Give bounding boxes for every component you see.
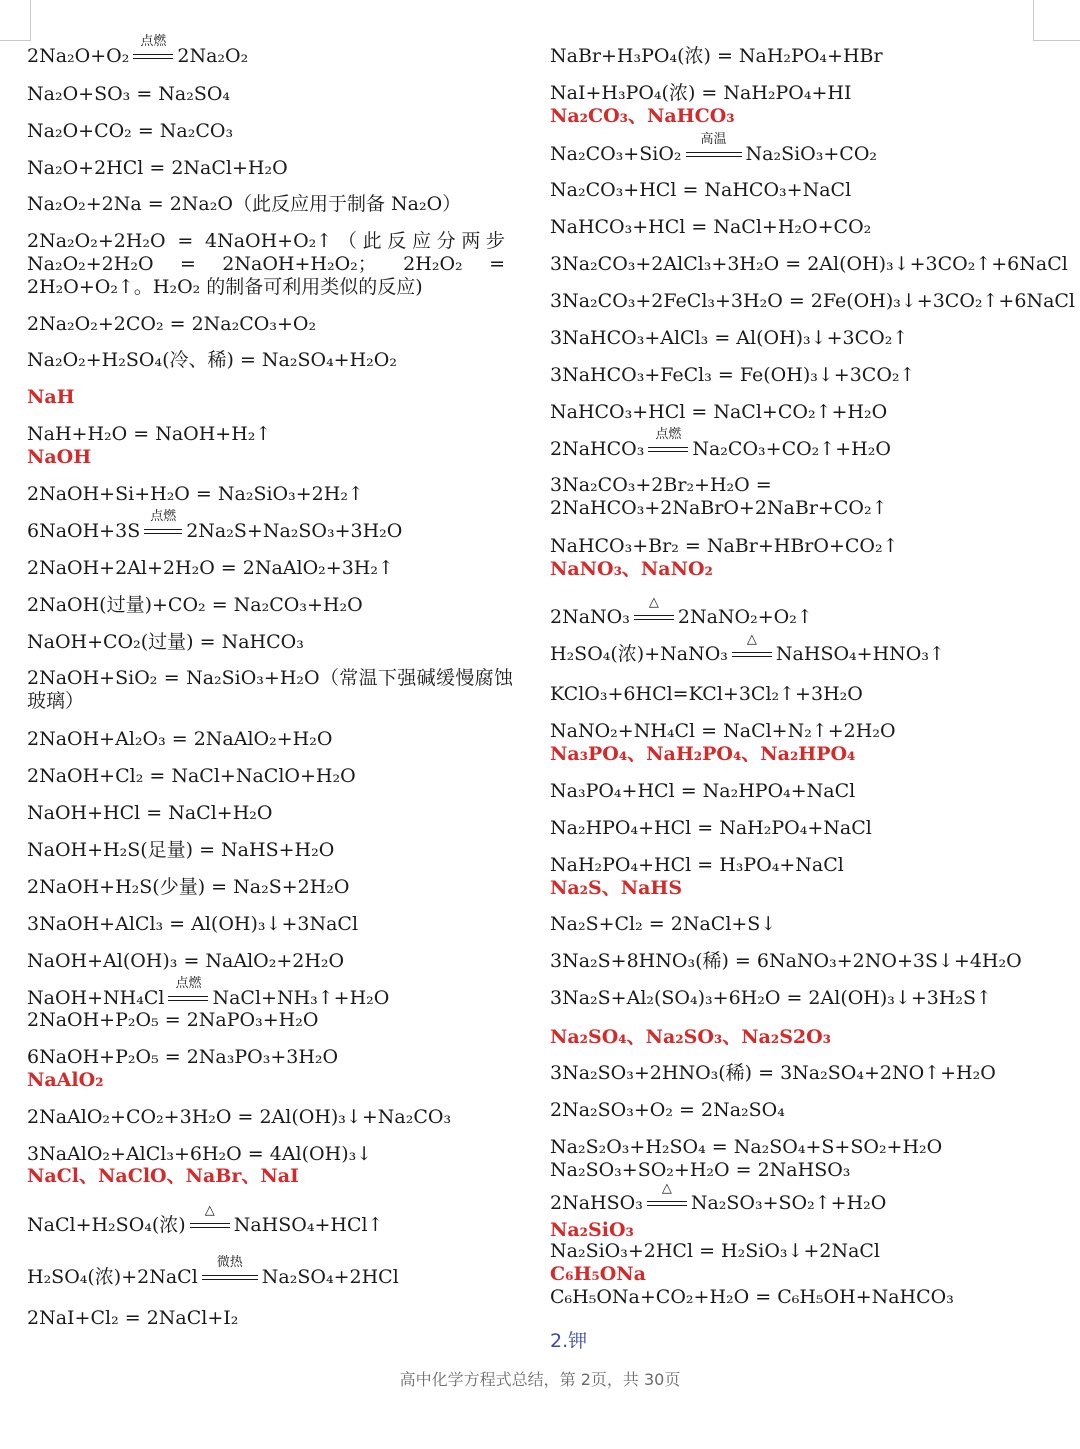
equation: NaH₂PO₄+HCl = H₃PO₄+NaCl [550, 854, 844, 876]
section-heading-na2so4: Na₂SO₄、Na₂SO₃、Na₂S2O₃ [550, 1026, 832, 1048]
equation: Na₂O+CO₂ = Na₂CO₃ [27, 120, 234, 142]
equation: 2Na₂SO₃+O₂ = 2Na₂SO₄ [550, 1099, 785, 1121]
equation: 6NaOH+3S 点燃 2Na₂S+Na₂SO₃+3H₂O [27, 509, 403, 542]
equation: H₂SO₄(浓)+NaNO₃ △ NaHSO₄+HNO₃↑ [550, 632, 945, 665]
equation: Na₂SiO₃+2HCl = H₂SiO₃↓+2NaCl [550, 1240, 881, 1262]
equation: Na₂S+Cl₂ = 2NaCl+S↓ [550, 913, 777, 935]
equation: Na₂O₂+2Na = 2Na₂O（此反应用于制备 Na₂O） [27, 193, 462, 215]
section-title-potassium: 2.钾 [550, 1330, 588, 1352]
equation: 3NaHCO₃+FeCl₃ = Fe(OH)₃↓+3CO₂↑ [550, 364, 916, 386]
section-heading-na3po4: Na₃PO₄、NaH₂PO₄、Na₂HPO₄ [550, 743, 856, 765]
equation: H₂SO₄(浓)+2NaCl 微热 Na₂SO₄+2HCl [27, 1255, 399, 1288]
equation: 3Na₂CO₃+2Br₂+H₂O = 2NaHCO₃+2NaBrO+2NaBr+CO₂↑ [550, 474, 888, 519]
condition-arrow: △ [632, 605, 676, 629]
equation: Na₃PO₄+HCl = Na₂HPO₄+NaCl [550, 780, 856, 802]
condition-arrow: △ [188, 1213, 232, 1237]
condition-arrow: 点燃 [142, 519, 184, 543]
section-heading-na2s: Na₂S、NaHS [550, 877, 683, 899]
equation: 2NaOH(过量)+CO₂ = Na₂CO₃+H₂O [27, 594, 363, 616]
equation: 3Na₂CO₃+2FeCl₃+3H₂O = 2Fe(OH)₃↓+3CO₂↑+6NaCl [550, 290, 1076, 312]
equation: NaOH+HCl = NaCl+H₂O [27, 802, 273, 824]
section-heading-nah: NaH [27, 386, 75, 408]
equation: 3Na₂SO₃+2HNO₃(稀) = 3Na₂SO₄+2NO↑+H₂O [550, 1062, 996, 1084]
section-heading-nano3: NaNO₃、NaNO₂ [550, 558, 713, 580]
equation: NaH+H₂O = NaOH+H₂↑ [27, 423, 272, 445]
equation: NaHCO₃+HCl = NaCl+CO₂↑+H₂O [550, 401, 888, 423]
condition-arrow: 点燃 [166, 986, 210, 1010]
section-heading-nacl: NaCl、NaClO、NaBr、NaI [27, 1165, 299, 1187]
equation: Na₂O₂+H₂SO₄(冷、稀) = Na₂SO₄+H₂O₂ [27, 349, 397, 371]
equation: 3Na₂S+Al₂(SO₄)₃+6H₂O = 2Al(OH)₃↓+3H₂S↑ [550, 987, 992, 1009]
equation: 6NaOH+P₂O₅ = 2Na₃PO₃+3H₂O [27, 1046, 339, 1068]
equation: NaHCO₃+Br₂ = NaBr+HBrO+CO₂↑ [550, 535, 899, 557]
equation: 2NaOH+2Al+2H₂O = 2NaAlO₂+3H₂↑ [27, 557, 394, 579]
equation: 2NaOH+H₂S(少量) = Na₂S+2H₂O [27, 876, 350, 898]
equation: Na₂SO₃+SO₂+H₂O = 2NaHSO₃ [550, 1159, 851, 1181]
equation: 2NaI+Cl₂ = 2NaCl+I₂ [27, 1307, 239, 1329]
equation: 2NaHCO₃ 点燃 Na₂CO₃+CO₂↑+H₂O [550, 427, 891, 460]
equation: 3NaAlO₂+AlCl₃+6H₂O = 4Al(OH)₃↓ [27, 1143, 373, 1165]
equation: 3Na₂S+8HNO₃(稀) = 6NaNO₃+2NO+3S↓+4H₂O [550, 950, 1022, 972]
equation-note: 2NaOH+SiO₂ = Na₂SiO₃+H₂O（常温下强碱缓慢腐蚀玻璃） [27, 667, 513, 712]
equation: NaOH+Al(OH)₃ = NaAlO₂+2H₂O [27, 950, 345, 972]
condition-arrow: 点燃 [646, 437, 690, 461]
crop-mark-top-left [0, 0, 31, 41]
equation: KClO₃+6HCl=KCl+3Cl₂↑+3H₂O [550, 683, 863, 705]
equation: Na₂S₂O₃+H₂SO₄ = Na₂SO₄+S+SO₂+H₂O [550, 1136, 943, 1158]
equation-note: 2Na₂O₂+2H₂O = 4NaOH+O₂↑（此反应分两步 Na₂O₂+2H₂O = 2NaOH+H₂O₂； 2H₂O₂ = 2H₂O+O₂↑。H₂O₂ 的制备可利用类似的反应) [27, 230, 505, 298]
equation: Na₂O+2HCl = 2NaCl+H₂O [27, 157, 288, 179]
equation: Na₂HPO₄+HCl = NaH₂PO₄+NaCl [550, 817, 872, 839]
equation: Na₂CO₃+SiO₂ 高温 Na₂SiO₃+CO₂ [550, 132, 878, 165]
equation: NaOH+H₂S(足量) = NaHS+H₂O [27, 839, 335, 861]
equation: 2Na₂O+O₂ 点燃 2Na₂O₂ [27, 34, 249, 67]
equation: 3Na₂CO₃+2AlCl₃+3H₂O = 2Al(OH)₃↓+3CO₂↑+6NaCl [550, 253, 1068, 275]
equation: C₆H₅ONa+CO₂+H₂O = C₆H₅OH+NaHCO₃ [550, 1286, 954, 1308]
equation: NaOH+NH₄Cl 点燃 NaCl+NH₃↑+H₂O [27, 976, 390, 1009]
condition-arrow: 高温 [684, 142, 744, 166]
condition-arrow: 点燃 [131, 44, 175, 68]
equation: 2NaOH+Al₂O₃ = 2NaAlO₂+H₂O [27, 728, 333, 750]
condition-arrow: △ [645, 1191, 689, 1215]
equation: Na₂CO₃+HCl = NaHCO₃+NaCl [550, 179, 852, 201]
section-heading-naoh: NaOH [27, 446, 92, 468]
equation: 2NaOH+Si+H₂O = Na₂SiO₃+2H₂↑ [27, 483, 364, 505]
equation: NaBr+H₃PO₄(浓) = NaH₂PO₄+HBr [550, 45, 883, 67]
equation: 2NaAlO₂+CO₂+3H₂O = 2Al(OH)₃↓+Na₂CO₃ [27, 1106, 452, 1128]
equation: Na₂O+SO₃ = Na₂SO₄ [27, 83, 231, 105]
equation: NaHCO₃+HCl = NaCl+H₂O+CO₂ [550, 216, 872, 238]
section-heading-naalo2: NaAlO₂ [27, 1069, 104, 1091]
equation: NaOH+CO₂(过量) = NaHCO₃ [27, 631, 304, 653]
section-heading-na2co3: Na₂CO₃、NaHCO₃ [550, 105, 735, 127]
equation: 3NaOH+AlCl₃ = Al(OH)₃↓+3NaCl [27, 913, 359, 935]
equation: 2NaOH+Cl₂ = NaCl+NaClO+H₂O [27, 765, 356, 787]
equation: NaNO₂+NH₄Cl = NaCl+N₂↑+2H₂O [550, 720, 896, 742]
equation: 2NaNO₃ △ 2NaNO₂+O₂↑ [550, 595, 813, 628]
equation: 2NaHSO₃ △ Na₂SO₃+SO₂↑+H₂O [550, 1181, 887, 1214]
equation: NaI+H₃PO₄(浓) = NaH₂PO₄+HI [550, 82, 852, 104]
page-footer: 高中化学方程式总结，第 2页，共 30页 [399, 1370, 681, 1389]
equation: 2NaOH+P₂O₅ = 2NaPO₃+H₂O [27, 1009, 319, 1031]
equation: 2Na₂O₂+2CO₂ = 2Na₂CO₃+O₂ [27, 313, 317, 335]
section-heading-c6h5ona: C₆H₅ONa [550, 1263, 646, 1285]
section-heading-na2sio3: Na₂SiO₃ [550, 1219, 634, 1241]
equation: NaCl+H₂SO₄(浓) △ NaHSO₄+HCl↑ [27, 1203, 384, 1236]
condition-arrow: 微热 [200, 1265, 260, 1289]
crop-mark-top-right [1033, 0, 1080, 41]
condition-arrow: △ [730, 642, 774, 666]
equation: 3NaHCO₃+AlCl₃ = Al(OH)₃↓+3CO₂↑ [550, 327, 909, 349]
